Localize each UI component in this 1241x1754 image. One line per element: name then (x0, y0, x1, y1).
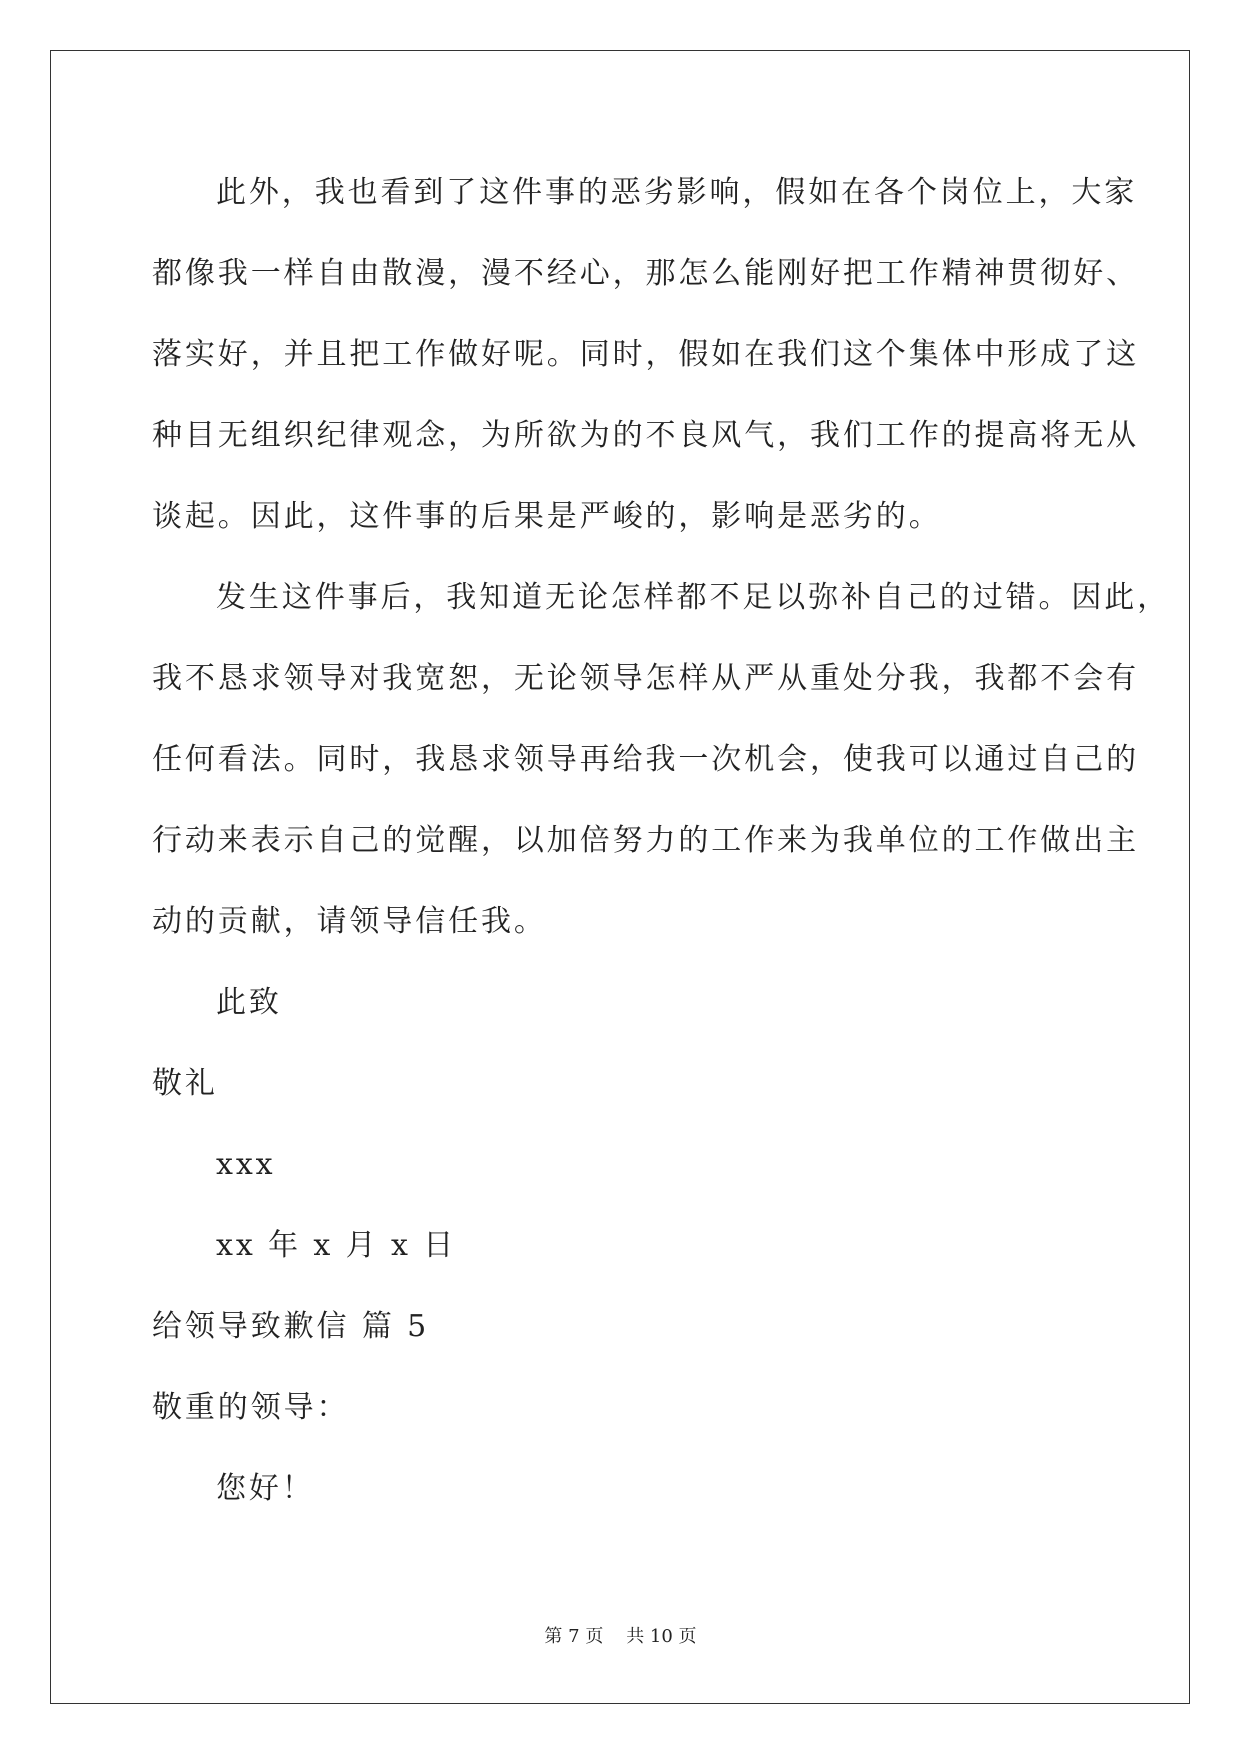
signature-date: xx 年 x 月 x 日 (216, 1228, 457, 1263)
paragraph-line: 我不恳求领导对我宽恕，无论领导怎样从严从重处分我，我都不会有 (152, 661, 1139, 696)
paragraph-line: 此外，我也看到了这件事的恶劣影响，假如在各个岗位上，大家 (216, 175, 1138, 210)
greeting-line: 您好！ (216, 1471, 315, 1506)
closing-line: 此致 (216, 985, 282, 1020)
paragraph-line: 任何看法。同时，我恳求领导再给我一次机会，使我可以通过自己的 (152, 742, 1139, 777)
greeting-line: 敬重的领导： (152, 1390, 350, 1425)
salutation-line: 敬礼 (152, 1066, 218, 1101)
paragraph-line: 行动来表示自己的觉醒，以加倍努力的工作来为我单位的工作做出主 (152, 823, 1139, 858)
paragraph-line: 动的贡献，请领导信任我。 (152, 904, 547, 939)
paragraph-line: 落实好，并且把工作做好呢。同时，假如在我们这个集体中形成了这 (152, 337, 1139, 372)
paragraph-line: 发生这件事后，我知道无论怎样都不足以弥补自己的过错。因此， (216, 580, 1171, 615)
document-body (152, 152, 1171, 1529)
page-footer (0, 1622, 1241, 1648)
paragraph-line: 种目无组织纪律观念，为所欲为的不良风气，我们工作的提高将无从 (152, 418, 1139, 453)
signature-name: xxx (216, 1147, 276, 1182)
page-number: 第 7 页 共 10 页 (544, 1626, 697, 1647)
section-heading: 给领导致歉信 篇 5 (152, 1309, 430, 1344)
paragraph-line: 都像我一样自由散漫，漫不经心，那怎么能刚好把工作精神贯彻好、 (152, 256, 1139, 291)
paragraph-line: 谈起。因此，这件事的后果是严峻的，影响是恶劣的。 (152, 499, 942, 534)
